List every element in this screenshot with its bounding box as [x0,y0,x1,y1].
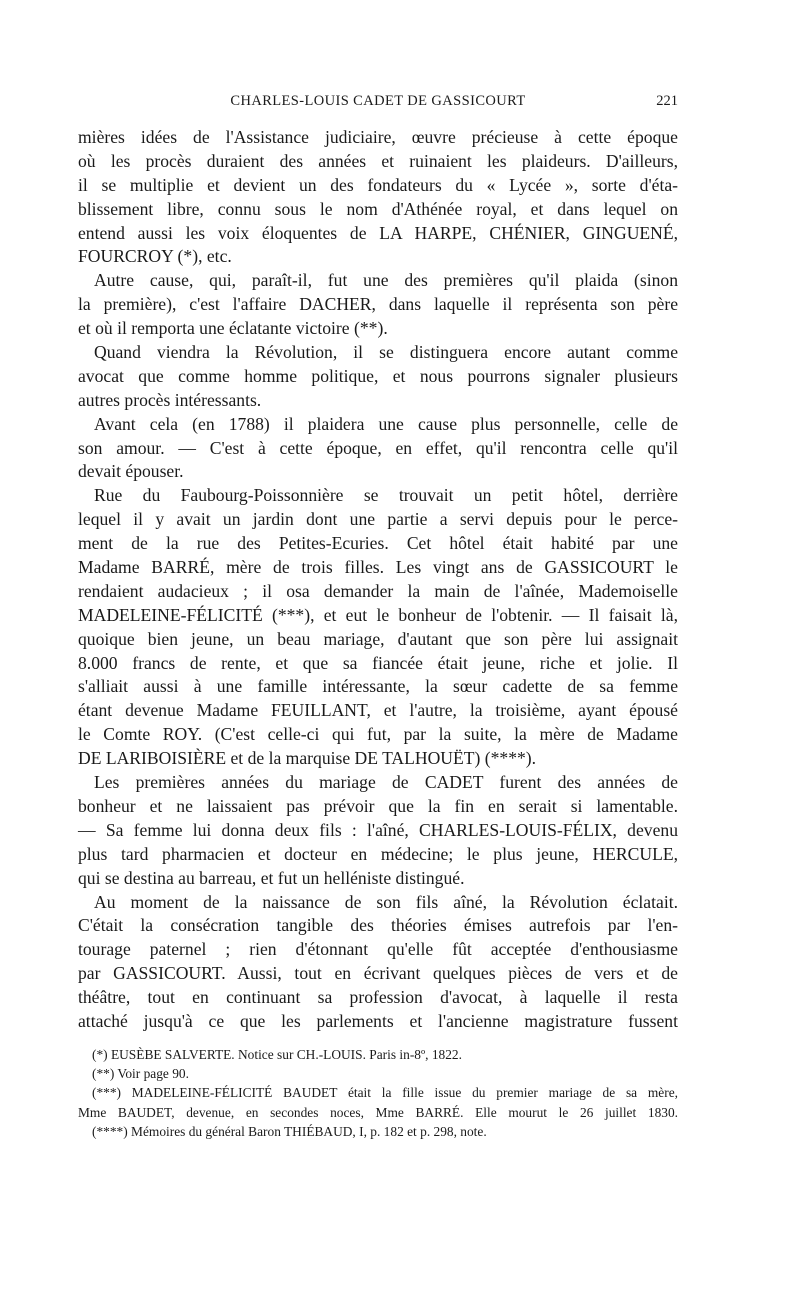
body-line: avocat que comme homme politique, et nous pourrons signaler plusieurs [78,365,678,386]
body-line: blissement libre, connu sous le nom d'Athénée royal, et dans lequel on [78,198,678,219]
body-line: Les premières années du mariage de CADET furent des années de [94,772,678,793]
body-line: il se multiplie et devient un des fondateurs du « Lycée », sorte d'éta- [78,174,678,195]
footnote: (****) Mémoires du général Baron THIÉBAUD, I, p. 182 et p. 298, note. [92,1123,487,1139]
body-line: Avant cela (en 1788) il plaidera une cause plus personnelle, celle de [94,413,678,434]
body-line: et où il remporta une éclatante victoire (**). [78,318,388,339]
page-number: 221 [656,93,678,109]
body-line: FOURCROY (*), etc. [78,246,232,267]
body-line: bonheur et ne laissaient pas prévoir que la fin en serait si lamentable. [78,795,678,816]
running-head-title: CHARLES-LOUIS CADET DE GASSICOURT [230,93,526,109]
body-line: entend aussi les voix éloquentes de LA HARPE, CHÉNIER, GINGUENÉ, [78,222,678,243]
body-line: — Sa femme lui donna deux fils : l'aîné, CHARLES-LOUIS-FÉLIX, devenu [78,819,678,840]
body-text [78,126,678,1034]
body-line: son amour. — C'est à cette époque, en effet, qu'il rencontra celle qu'il [78,437,678,458]
running-head [78,93,678,115]
footnotes [78,1045,678,1141]
body-line: rendaient audacieux ; il osa demander la main de l'aînée, Mademoiselle [78,580,678,601]
footnote: Mme BAUDET, devenue, en secondes noces, Mme BARRÉ. Elle mourut le 26 juillet 1830. [78,1104,678,1120]
body-line: s'alliait aussi à une famille intéressante, la sœur cadette de sa femme [78,676,678,697]
body-line: par GASSICOURT. Aussi, tout en écrivant quelques pièces de vers et de [78,963,678,984]
body-line: qui se destina au barreau, et fut un helléniste distingué. [78,867,465,888]
body-line: devait épouser. [78,461,184,482]
footnote: (*) EUSÈBE SALVERTE. Notice sur CH.-LOUIS. Paris in-8º, 1822. [92,1047,462,1062]
body-line: 8.000 francs de rente, et que sa fiancée était jeune, riche et jolie. Il [78,652,678,673]
body-line: Quand viendra la Révolution, il se distinguera encore autant comme [94,342,678,363]
body-line: MADELEINE-FÉLICITÉ (***), et eut le bonheur de l'obtenir. — Il faisait là, [78,604,678,625]
footnote: (**) Voir page 90. [92,1066,189,1082]
body-line: tourage paternel ; rien d'étonnant qu'elle fût acceptée d'enthousiasme [78,939,678,960]
body-line: autres procès intéressants. [78,389,262,410]
body-line: Rue du Faubourg-Poissonnière se trouvait un petit hôtel, derrière [94,485,678,506]
body-line: mières idées de l'Assistance judiciaire, œuvre précieuse à cette époque [78,127,678,147]
body-line: théâtre, tout en continuant sa profession d'avocat, à laquelle il resta [78,987,678,1008]
body-line: quoique bien jeune, un beau mariage, d'autant que son père lui assignait [78,628,678,649]
body-line: Autre cause, qui, paraît-il, fut une des premières qu'il plaida (sinon [94,270,678,291]
body-line: ment de la rue des Petites-Ecuries. Cet hôtel était habité par une [78,533,678,554]
footnote: (***) MADELEINE-FÉLICITÉ BAUDET était la fille issue du premier mariage de sa mère, [92,1085,678,1101]
body-line: C'était la consécration tangible des théories émises autrefois par l'en- [78,915,678,936]
body-line: Madame BARRÉ, mère de trois filles. Les vingt ans de GASSICOURT le [78,557,678,578]
body-line: le Comte ROY. (C'est celle-ci qui fut, par la suite, la mère de Madame [78,724,678,745]
body-line: lequel il y avait un jardin dont une partie a servi depuis pour le perce- [78,509,678,530]
body-line: Au moment de la naissance de son fils aîné, la Révolution éclatait. [94,891,678,912]
body-line: DE LARIBOISIÈRE et de la marquise DE TALHOUËT) (****). [78,748,537,769]
body-line: étant devenue Madame FEUILLANT, et l'autre, la troisième, ayant épousé [78,700,678,721]
body-line: attaché jusqu'à ce que les parlements et l'ancienne magistrature fussent [78,1010,678,1031]
body-line: plus tard pharmacien et docteur en médecine; le plus jeune, HERCULE, [78,843,678,864]
body-line: la première), c'est l'affaire DACHER, dans laquelle il représenta son père [78,294,678,315]
body-line: où les procès duraient des années et ruinaient les plaideurs. D'ailleurs, [78,150,678,171]
